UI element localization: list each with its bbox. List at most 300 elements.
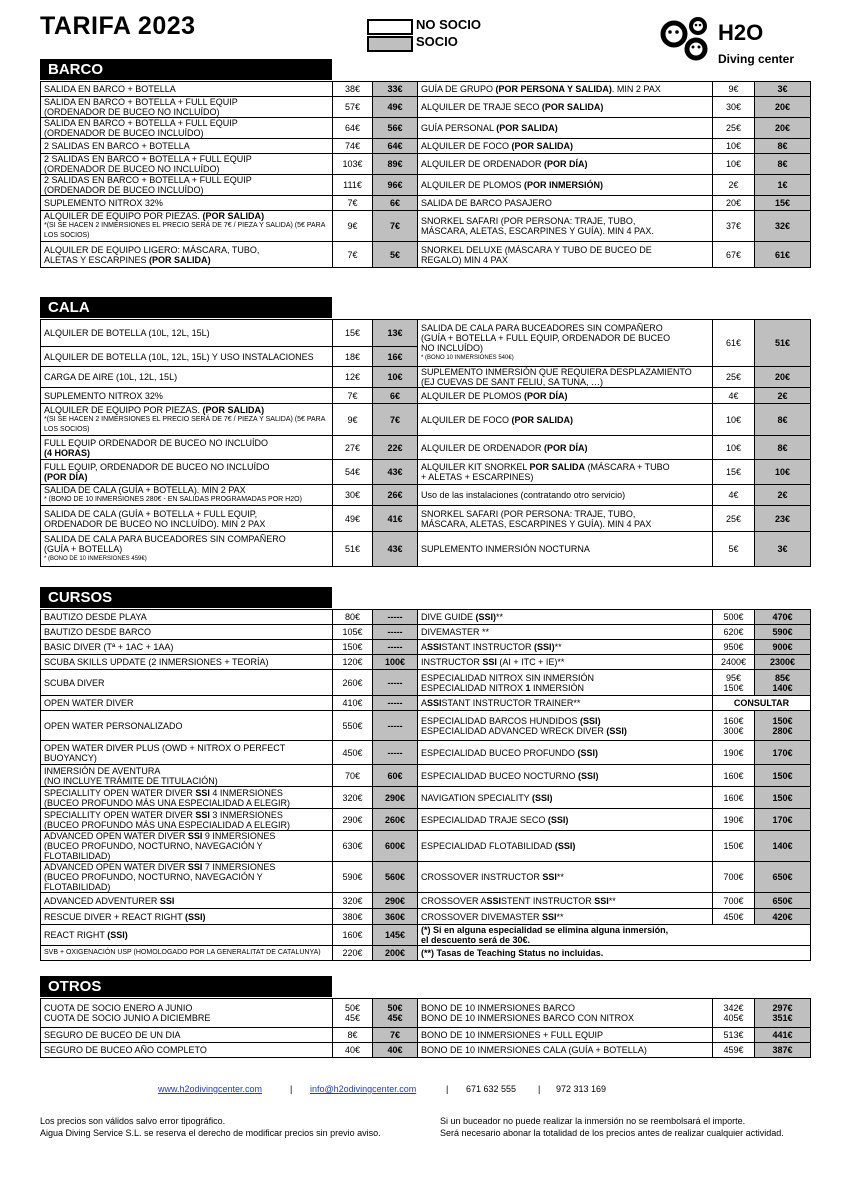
item-description: [41, 711, 333, 741]
footer-phone-2: 972 313 169: [556, 1084, 607, 1094]
item-description-line: OPEN WATER DIVER: [44, 698, 134, 708]
table-row: [41, 946, 811, 961]
table-row: [41, 154, 811, 175]
item-description-line: CUOTA DE SOCIO ENERO A JUNIO: [44, 1003, 193, 1013]
price-socio: 10€: [373, 367, 418, 388]
footer-website-link[interactable]: www.h2odivingcenter.com: [158, 1084, 263, 1094]
item-description: [418, 485, 713, 506]
footer-note-left-1: Los precios son válidos salvo error tipográfico.: [40, 1116, 226, 1126]
item-description-line: ORDENADOR DE BUCEO NO INCLUÍDO). MIN 2 PAX: [44, 518, 266, 529]
price-no-socio: 27€: [333, 436, 373, 460]
footer-note-right-1: Si un buceador no puede realizar la inmersión no se reembolsará el importe.: [440, 1116, 746, 1126]
price-socio: -----: [373, 696, 418, 711]
price-no-socio-line: 150€: [723, 682, 744, 693]
item-description: [418, 82, 713, 97]
item-description-line: (POR DÍA): [44, 472, 88, 482]
price-socio: 22€: [373, 436, 418, 460]
item-description-line: ALQUILER DE ORDENADOR (POR DÍA): [421, 159, 588, 169]
item-description-line: ADVANCED ADVENTURER SSI: [44, 895, 175, 906]
item-description: [418, 506, 713, 532]
item-description-line: ESPECIALIDAD BUCEO PROFUNDO (SSI): [421, 747, 599, 758]
item-description-line: + ALETAS + ESCARPINES): [421, 472, 534, 482]
item-description: [418, 320, 713, 367]
table-row: [41, 696, 811, 711]
price-no-socio: [713, 999, 755, 1028]
item-description: [418, 711, 713, 741]
item-description: [41, 97, 333, 118]
item-description-line: * (BONO 10 INMERSIONES 540€): [421, 355, 514, 361]
item-description: [418, 625, 713, 640]
item-description-line: BONO DE 10 INMERSIONES CALA (GUÍA + BOTELLA): [421, 1045, 647, 1055]
table-row: [41, 506, 811, 532]
item-description-line: OPEN WATER DIVER PLUS (OWD + NITROX O PERFECT: [44, 742, 286, 753]
footnote-line: (**) Tasas de Teaching Status no incluidas.: [421, 948, 604, 958]
item-description-line: SALIDA DE BARCO PASAJERO: [421, 198, 552, 208]
footnote-line: (*) Si en alguna especialidad se elimina alguna inmersión,: [421, 925, 669, 935]
item-description-line: REACT RIGHT (SSI): [44, 930, 128, 940]
price-socio: 32€: [755, 211, 811, 242]
price-no-socio-line: 300€: [723, 725, 744, 736]
item-description-line: OPEN WATER PERSONALIZADO: [44, 720, 183, 731]
price-no-socio: 550€: [333, 711, 373, 741]
item-description: [418, 670, 713, 696]
item-description-line: ESPECIALIDAD BUCEO NOCTURNO (SSI): [421, 770, 599, 781]
item-description-line: CROSSOVER ASSISTENT INSTRUCTOR SSI**: [421, 895, 616, 906]
price-no-socio: 190€: [713, 809, 755, 831]
item-description: [41, 787, 333, 809]
item-description-line: (4 HORAS): [44, 447, 91, 458]
item-description-line: SUPLEMENTO NITROX 32%: [44, 390, 163, 401]
item-description: [418, 532, 713, 567]
item-description-line: ADVANCED OPEN WATER DIVER SSI 7 INMERSIONES: [44, 862, 276, 872]
price-no-socio: 10€: [713, 436, 755, 460]
item-description: [41, 154, 333, 175]
item-description: [418, 436, 713, 460]
item-description-line: SPECIALLITY OPEN WATER DIVER SSI 4 INMERSIONES: [44, 787, 283, 798]
item-description: [41, 831, 333, 862]
price-no-socio: 7€: [333, 242, 373, 268]
price-no-socio: 450€: [333, 741, 373, 765]
logo-wordmark: H2O: [718, 20, 764, 45]
item-description: [418, 610, 713, 625]
legend-label-socio: SOCIO: [416, 34, 458, 49]
price-socio: 470€: [755, 610, 811, 625]
legend-swatch-no-socio: [367, 19, 413, 35]
item-description-line: CROSSOVER DIVEMASTER SSI**: [421, 911, 564, 922]
price-socio: 140€: [755, 831, 811, 862]
price-socio: -----: [373, 741, 418, 765]
table-row: [41, 765, 811, 787]
item-description-line: SCUBA DIVER: [44, 677, 105, 688]
item-description-line: DIVE GUIDE (SSI)**: [421, 612, 504, 622]
price-no-socio-line: 50€: [344, 1003, 361, 1013]
item-description: [41, 625, 333, 640]
item-description: [418, 1043, 713, 1058]
price-socio: 170€: [755, 809, 811, 831]
item-description: [418, 787, 713, 809]
item-description-line: SUPLEMENTO INMERSIÓN QUE REQUIERA DESPLAZAMIENTO: [421, 367, 692, 377]
price-no-socio: 105€: [333, 625, 373, 640]
price-socio-line: 150€: [772, 715, 793, 726]
table-row: [41, 367, 811, 388]
price-socio: 64€: [373, 139, 418, 154]
price-no-socio: 9€: [713, 82, 755, 97]
price-no-socio: 25€: [713, 367, 755, 388]
footer-email-link[interactable]: info@h2odivingcenter.com: [310, 1084, 417, 1094]
item-description: [41, 946, 333, 961]
price-socio: 5€: [373, 242, 418, 268]
price-socio: 56€: [373, 118, 418, 139]
table-row: [41, 1043, 811, 1058]
price-socio: -----: [373, 640, 418, 655]
item-description-line: BONO DE 10 INMERSIONES BARCO CON NITROX: [421, 1013, 635, 1023]
price-socio: 40€: [373, 1043, 418, 1058]
item-description-line: NO INCLUÍDO): [421, 343, 484, 353]
price-socio: 6€: [373, 196, 418, 211]
item-description-line: Uso de las instalaciones (contratando otro servicio): [421, 490, 626, 500]
table-row: [41, 610, 811, 625]
price-no-socio: 150€: [713, 831, 755, 862]
item-description-line: GUÍA PERSONAL (POR SALIDA): [421, 123, 558, 133]
item-description-line: (ORDENADOR DE BUCEO INCLUÍDO): [44, 185, 204, 195]
item-description-line: ALQUILER DE TRAJE SECO (POR SALIDA): [421, 102, 604, 112]
item-description-line: ALQUILER DE BOTELLA (10L, 12L, 15L): [44, 328, 210, 338]
item-description-line: CARGA DE AIRE (10L, 12L, 15L): [44, 372, 178, 382]
price-socio: 61€: [755, 242, 811, 268]
price-no-socio-line: 405€: [723, 1013, 744, 1023]
item-description-line: ASSISTANT INSTRUCTOR TRAINER**: [421, 698, 581, 708]
price-socio: 360€: [373, 909, 418, 925]
item-description: [41, 320, 333, 347]
table-row: [41, 741, 811, 765]
price-socio: 650€: [755, 893, 811, 909]
price-no-socio: 54€: [333, 460, 373, 485]
item-description-line: (GUÍA + BOTELLA): [44, 544, 123, 554]
item-description-line: SEGURO DE BUCEO DE UN DIA: [44, 1030, 181, 1040]
price-no-socio: 220€: [333, 946, 373, 961]
footer-note-left-2: Aigua Diving Service S.L. se reserva el derecho de modificar precios sin previo aviso.: [40, 1128, 381, 1138]
price-no-socio: 20€: [713, 196, 755, 211]
item-description-line: ALQUILER DE PLOMOS (POR INMERSIÓN): [421, 180, 604, 190]
footer-separator: |: [290, 1084, 293, 1094]
table-row: [41, 625, 811, 640]
price-no-socio: 7€: [333, 196, 373, 211]
legend-swatch-socio: [367, 36, 413, 52]
item-description: [41, 460, 333, 485]
item-description-line: ESPECIALIDAD FLOTABILIDAD (SSI): [421, 841, 576, 851]
price-socio: 420€: [755, 909, 811, 925]
table-row: [41, 909, 811, 925]
table-row: [41, 485, 811, 506]
item-description-line: RESCUE DIVER + REACT RIGHT (SSI): [44, 911, 206, 922]
price-no-socio: 25€: [713, 506, 755, 532]
price-no-socio: 15€: [333, 320, 373, 347]
table-row: [41, 809, 811, 831]
price-socio: 6€: [373, 388, 418, 404]
item-description-line: SNORKEL SAFARI (POR PERSONA: TRAJE, TUBO,: [421, 216, 636, 226]
price-socio: -----: [373, 610, 418, 625]
price-socio: 20€: [755, 367, 811, 388]
table-row: [41, 711, 811, 741]
item-description-line: DIVEMASTER **: [421, 627, 490, 637]
price-socio: [755, 999, 811, 1028]
price-table-otros: [40, 998, 811, 1058]
price-no-socio: 5€: [713, 532, 755, 567]
item-description: [41, 765, 333, 787]
price-socio: 590€: [755, 625, 811, 640]
price-no-socio: 30€: [333, 485, 373, 506]
item-description-line: * (BONO DE 10 INMERSIONES 280€ - EN SALIDAS PROGRAMADAS POR H2O): [44, 496, 302, 503]
price-no-socio: 25€: [713, 118, 755, 139]
price-no-socio: 111€: [333, 175, 373, 196]
item-description: [41, 696, 333, 711]
price-no-socio: 9€: [333, 404, 373, 436]
item-description: [41, 809, 333, 831]
price-socio: 560€: [373, 862, 418, 893]
footnote-line: el descuento será de 30€.: [421, 935, 531, 945]
item-description-line: ALQUILER DE EQUIPO POR PIEZAS. (POR SALIDA): [44, 404, 265, 415]
price-no-socio: 320€: [333, 893, 373, 909]
price-socio: 200€: [373, 946, 418, 961]
price-no-socio: 10€: [713, 154, 755, 175]
item-description-line: FULL EQUIP ORDENADOR DE BUCEO NO INCLUÍDO: [44, 437, 269, 448]
price-no-socio: 10€: [713, 139, 755, 154]
item-description-line: * (BONO DE 10 INMERSIONES 459€): [44, 556, 147, 562]
item-description-line: (BUCEO PROFUNDO MÁS UNA ESPECIALIDAD A ELEGIR): [44, 797, 291, 808]
table-row: [41, 640, 811, 655]
item-description-line: SALIDA EN BARCO + BOTELLA + FULL EQUIP: [44, 97, 238, 107]
price-no-socio: 4€: [713, 388, 755, 404]
item-description-line: SALIDA DE CALA PARA BUCEADORES SIN COMPAÑERO: [421, 323, 663, 333]
price-socio: 8€: [755, 436, 811, 460]
item-description: [418, 696, 713, 711]
item-description-line: (BUCEO PROFUNDO, NOCTURNO, NAVEGACIÓN Y FLOTABILIDAD): [44, 841, 263, 861]
price-socio: 650€: [755, 862, 811, 893]
item-description-line: MÁSCARA, ALETAS, ESCARPINES Y GUÍA). MIN 4 PAX: [421, 518, 652, 529]
item-description: [418, 655, 713, 670]
item-description-line: SUPLEMENTO INMERSIÓN NOCTURNA: [421, 544, 590, 554]
table-row: [41, 787, 811, 809]
item-description: [41, 532, 333, 567]
item-description: [41, 367, 333, 388]
table-row: [41, 175, 811, 196]
item-description: [41, 139, 333, 154]
price-socio: 441€: [755, 1028, 811, 1043]
price-no-socio: 49€: [333, 506, 373, 532]
price-no-socio: 260€: [333, 670, 373, 696]
price-socio-line: 85€: [774, 672, 791, 683]
price-no-socio-line: 342€: [723, 1003, 744, 1013]
price-no-socio-line: 160€: [723, 715, 744, 726]
price-no-socio: 61€: [713, 320, 755, 367]
footer-note-right-2: Será necesario abonar la totalidad de los precios antes de realizar cualquier actividad.: [440, 1128, 784, 1138]
item-description: [418, 741, 713, 765]
price-socio-line: 140€: [772, 682, 793, 693]
table-row: [41, 388, 811, 404]
item-description-line: *(SI SE HACEN 2 INMERSIONES EL PRECIO SERÁ DE 7€ / PIEZA Y SALIDA) (5€ PARA LOS SOCIOS): [44, 415, 326, 433]
table-row: [41, 862, 811, 893]
price-socio: 8€: [755, 154, 811, 175]
price-socio: 43€: [373, 532, 418, 567]
item-description-line: (BUCEO PROFUNDO, NOCTURNO, NAVEGACIÓN Y FLOTABILIDAD): [44, 872, 263, 892]
item-description-line: ALQUILER DE EQUIPO LIGERO: MÁSCARA, TUBO,: [44, 244, 260, 255]
price-no-socio: 9€: [333, 211, 373, 242]
item-description-line: SNORKEL DELUXE (MÁSCARA Y TUBO DE BUCEO DE: [421, 244, 652, 255]
item-description-line: ESPECIALIDAD NITROX SIN INMERSIÓN: [421, 672, 595, 683]
item-description-line: SCUBA SKILLS UPDATE (2 INMERSIONES + TEORÍA): [44, 657, 269, 667]
item-description-line: BONO DE 10 INMERSIONES + FULL EQUIP: [421, 1030, 603, 1040]
item-description-line: (GUÍA + BOTELLA + FULL EQUIP, ORDENADOR DE BUCEO: [421, 333, 671, 343]
price-no-socio: 12€: [333, 367, 373, 388]
item-description-line: 2 SALIDAS EN BARCO + BOTELLA + FULL EQUIP: [44, 175, 252, 185]
item-description-line: SEGURO DE BUCEO AÑO COMPLETO: [44, 1045, 207, 1055]
item-description: [41, 347, 333, 367]
item-description-line: SALIDA DE CALA (GUÍA + BOTELLA). MIN 2 PAX: [44, 485, 246, 495]
item-description: [418, 862, 713, 893]
price-socio: 170€: [755, 741, 811, 765]
item-description: [41, 118, 333, 139]
price-no-socio: 150€: [333, 640, 373, 655]
item-description: [418, 893, 713, 909]
item-description-line: ALQUILER DE FOCO (POR SALIDA): [421, 141, 574, 151]
price-no-socio: 500€: [713, 610, 755, 625]
item-description: [418, 999, 713, 1028]
price-socio: 20€: [755, 97, 811, 118]
item-description-line: ALQUILER KIT SNORKEL POR SALIDA (MÁSCARA + TUBO: [421, 462, 670, 472]
price-socio-line: 280€: [772, 725, 793, 736]
price-no-socio: [713, 670, 755, 696]
item-description-line: SALIDA EN BARCO + BOTELLA: [44, 84, 176, 94]
price-table-cursos: [40, 609, 811, 961]
table-row: [41, 196, 811, 211]
price-socio: -----: [373, 625, 418, 640]
price-no-socio: 2400€: [713, 655, 755, 670]
item-description-line: BUOYANCY): [44, 752, 97, 763]
price-no-socio: 38€: [333, 82, 373, 97]
item-description-line: (ORDENADOR DE BUCEO NO INCLUÍDO): [44, 107, 220, 117]
table-row: [41, 242, 811, 268]
table-row: [41, 893, 811, 909]
item-description: [418, 809, 713, 831]
item-description-line: (ORDENADOR DE BUCEO INCLUÍDO): [44, 128, 204, 138]
table-row: [41, 532, 811, 567]
price-no-socio: [333, 999, 373, 1028]
price-no-socio: 74€: [333, 139, 373, 154]
price-no-socio: [713, 711, 755, 741]
table-row: [41, 460, 811, 485]
price-no-socio: 37€: [713, 211, 755, 242]
price-socio: 33€: [373, 82, 418, 97]
price-socio: 8€: [755, 139, 811, 154]
table-row: [41, 670, 811, 696]
price-no-socio: 160€: [713, 787, 755, 809]
item-description: [41, 670, 333, 696]
price-socio: 13€: [373, 320, 418, 347]
item-description: [418, 640, 713, 655]
item-description-line: ALQUILER DE EQUIPO POR PIEZAS. (POR SALIDA): [44, 211, 265, 221]
item-description-line: BONO DE 10 INMERSIONES BARCO: [421, 1003, 576, 1013]
item-description: [418, 97, 713, 118]
price-no-socio: 590€: [333, 862, 373, 893]
item-description: [41, 211, 333, 242]
item-description: [41, 655, 333, 670]
item-description-line: 2 SALIDAS EN BARCO + BOTELLA + FULL EQUIP: [44, 154, 252, 164]
item-description-line: REGALO) MIN 4 PAX: [421, 254, 508, 265]
logo-subtitle: Diving center: [718, 52, 795, 66]
item-description: [418, 1028, 713, 1043]
table-row: [41, 97, 811, 118]
section-header-cala: CALA: [40, 297, 332, 318]
item-description-line: ALQUILER DE FOCO (POR SALIDA): [421, 414, 574, 425]
item-description: [41, 175, 333, 196]
item-description-line: CUOTA DE SOCIO JUNIO A DICIEMBRE: [44, 1013, 211, 1023]
price-no-socio-line: 45€: [344, 1013, 361, 1023]
price-socio: 1€: [755, 175, 811, 196]
item-description: [418, 139, 713, 154]
table-row: [41, 831, 811, 862]
footnote-cell: [418, 925, 811, 946]
item-description: [41, 196, 333, 211]
price-socio: 7€: [373, 404, 418, 436]
price-socio: 60€: [373, 765, 418, 787]
price-no-socio: 7€: [333, 388, 373, 404]
footnote-cell: [418, 946, 811, 961]
section-header-barco: BARCO: [40, 59, 332, 80]
price-socio: 41€: [373, 506, 418, 532]
price-socio: 387€: [755, 1043, 811, 1058]
item-description-line: 2 SALIDAS EN BARCO + BOTELLA: [44, 141, 190, 151]
consult-label: CONSULTAR: [713, 696, 811, 711]
price-no-socio: 30€: [713, 97, 755, 118]
price-socio: 3€: [755, 82, 811, 97]
price-no-socio: 450€: [713, 909, 755, 925]
price-socio: 23€: [755, 506, 811, 532]
price-socio: 26€: [373, 485, 418, 506]
item-description-line: SALIDA DE CALA PARA BUCEADORES SIN COMPAÑERO: [44, 534, 286, 544]
price-socio: 20€: [755, 118, 811, 139]
item-description-line: ALETAS Y ESCARPINES (POR SALIDA): [44, 254, 211, 265]
item-description-line: INSTRUCTOR SSI (AI + ITC + IE)**: [421, 657, 565, 667]
price-no-socio: 950€: [713, 640, 755, 655]
table-row: [41, 139, 811, 154]
price-socio: 3€: [755, 532, 811, 567]
item-description: [418, 909, 713, 925]
item-description: [41, 404, 333, 436]
item-description-line: (ORDENADOR DE BUCEO NO INCLUÍDO): [44, 164, 220, 174]
price-no-socio: 67€: [713, 242, 755, 268]
price-socio: 260€: [373, 809, 418, 831]
price-no-socio: 51€: [333, 532, 373, 567]
price-no-socio: 290€: [333, 809, 373, 831]
price-socio: 43€: [373, 460, 418, 485]
price-no-socio: 459€: [713, 1043, 755, 1058]
footer-phone-1: 671 632 555: [466, 1084, 517, 1094]
item-description: [418, 211, 713, 242]
item-description: [418, 367, 713, 388]
item-description: [418, 388, 713, 404]
item-description-line: ALQUILER DE BOTELLA (10L, 12L, 15L) Y USO INSTALACIONES: [44, 351, 314, 362]
price-socio-line: 351€: [772, 1013, 793, 1023]
table-row: [41, 655, 811, 670]
price-no-socio: 64€: [333, 118, 373, 139]
price-socio: 2€: [755, 485, 811, 506]
item-description-line: ALQUILER DE PLOMOS (POR DÍA): [421, 390, 568, 401]
price-socio: 16€: [373, 347, 418, 367]
price-socio: 89€: [373, 154, 418, 175]
item-description-line: (NO INCLUYE TRÁMITE DE TITULACIÓN): [44, 775, 218, 786]
price-socio: 51€: [755, 320, 811, 367]
item-description: [41, 436, 333, 460]
